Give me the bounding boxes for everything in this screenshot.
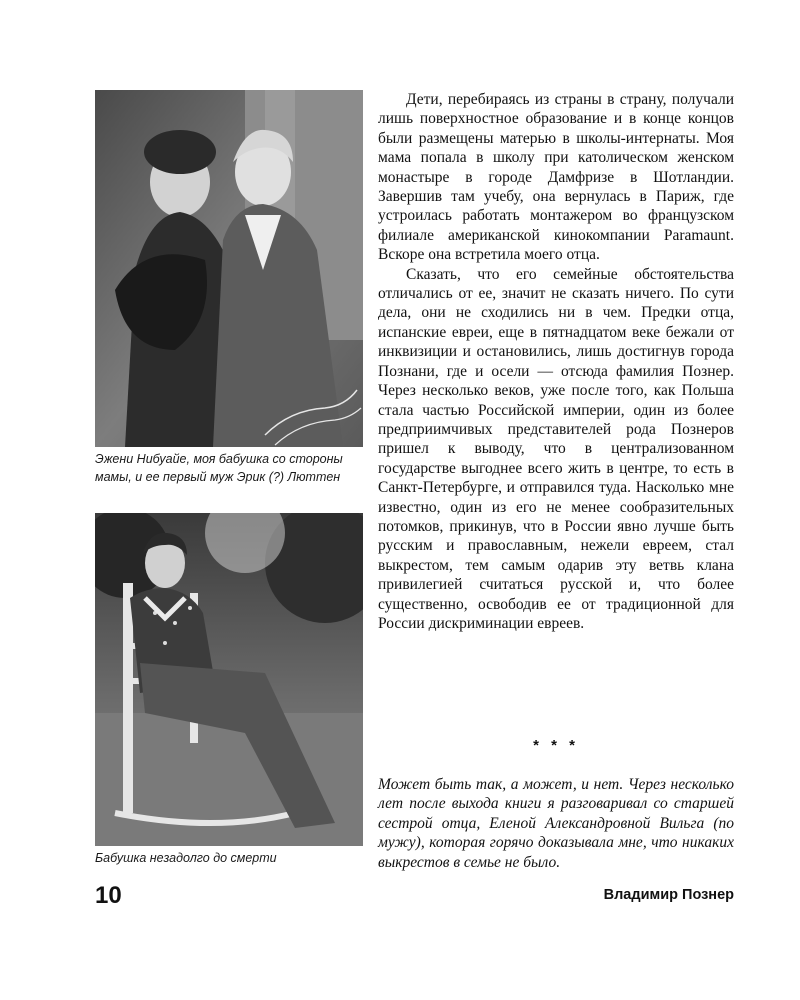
photo-grandmother-chair — [95, 513, 363, 846]
photo-caption: Бабушка незадолго до смерти — [95, 851, 277, 865]
body-text — [378, 90, 734, 633]
photo-caption: Эжени Нибуайе, моя бабушка со стороны мамы, и ее первый муж Эрик (?) Люттен — [95, 452, 343, 484]
paragraph: Дети, перебираясь из страны в страну, получали лишь поверхностное образование и в конце концов были размещены матерью в школы-интернаты. Моя мама попала в школу при католическом женском монастыре в городе Дамфризе в Шотландии. Завершив там учебу, она вернулась в Париж, где устроилась работать монтажером во французском филиале американской кинокомпании Paramaunt. Вскоре она встретила моего отца. — [378, 91, 734, 264]
photo-couple-image — [95, 90, 363, 447]
paragraph: Сказать, что его семейные обстоятельства отличались от ее, значит не сказать ничего. По сути дела, они не сходились ни в чем. Предки отца, испанские евреи, еще в пятнадцатом веке бежали от инквизиции и остановились, лишь достигнув города Познани, где и осели — отсюда фамилия Познер. Через несколько веков, уже после того, как Польша стала частью Российской империи, один из более предприимчивых представителей рода Познеров пришел к выводу, что в централизованном государстве выгоднее всего жить в центре, то есть в Санкт-Петербурге, и отправился туда. Насколько мне известно, один из его не менее сообразительных потомков, прикинув, что в России явно лучше быть русским и православным, нежели евреем, стал выкрестом, тем самым одарив эту ветвь клана привилегией считаться русской и, что более существенно, освободив ее от традиционной для России дискриминации евреев. — [378, 265, 734, 632]
photo-couple-portrait — [95, 90, 363, 447]
author-note: Может быть так, а может, и нет. Через несколько лет после выхода книги я разговаривал со старшей сестрой отца, Еленой Александровной Вильга (по мужу), которая горячо доказывала мне, что никаких выкрестов в семье не было. — [378, 776, 734, 871]
photo-grandmother-image — [95, 513, 363, 846]
section-separator: * * * — [533, 737, 579, 754]
running-title: Владимир Познер — [603, 887, 734, 903]
page-number: 10 — [95, 882, 122, 909]
